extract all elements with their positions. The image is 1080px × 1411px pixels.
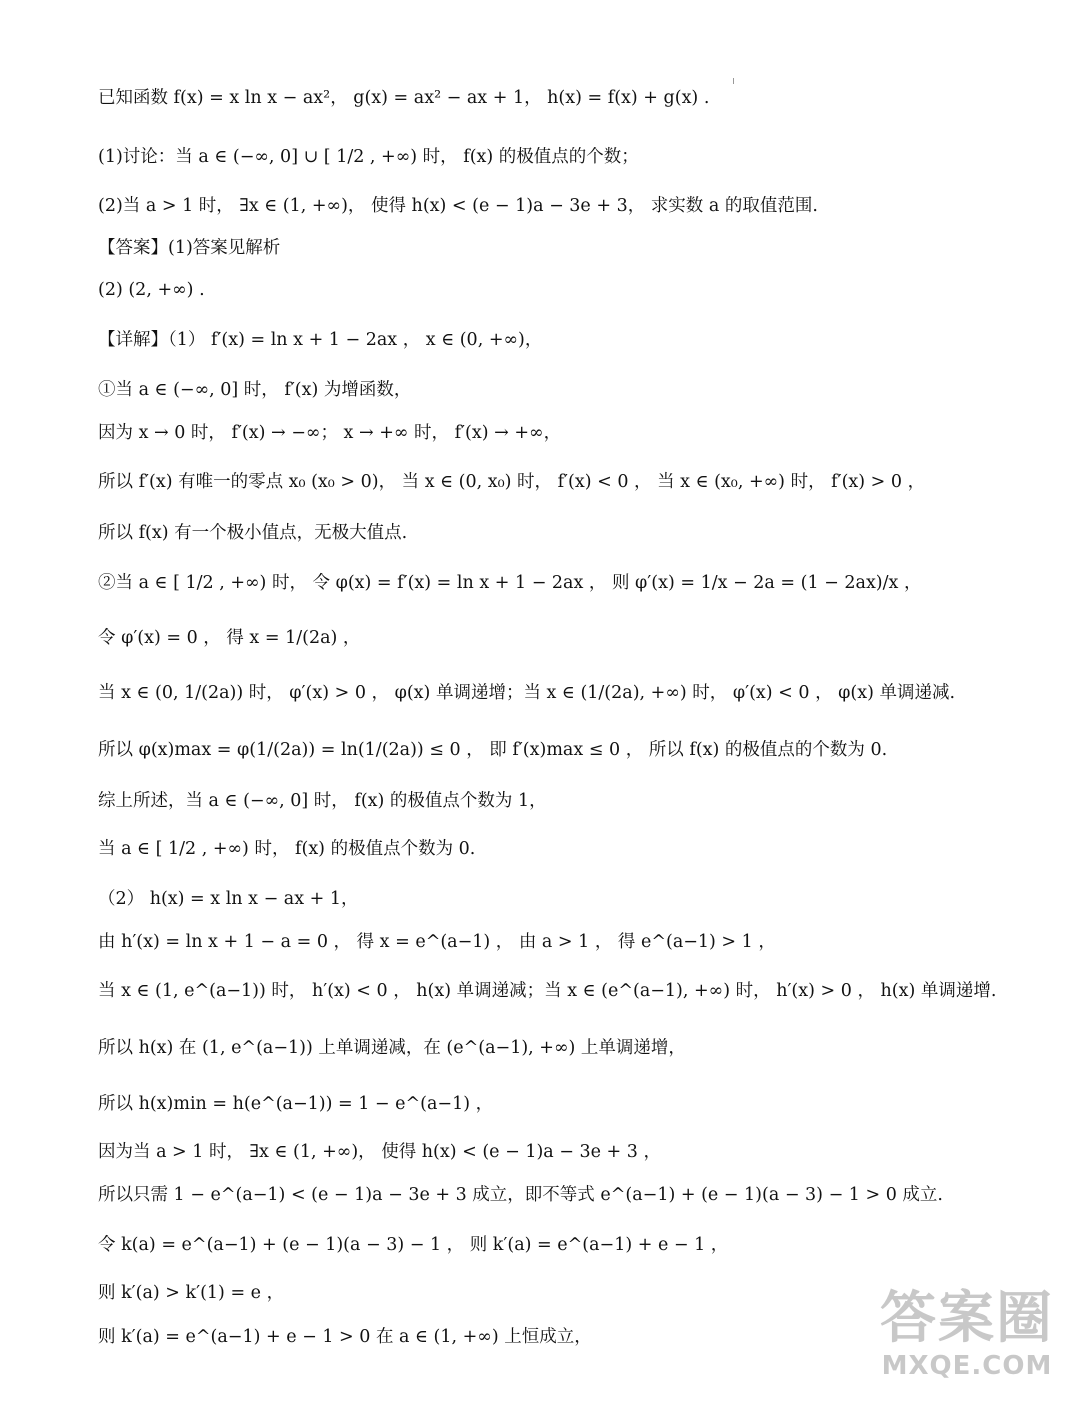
question-1: (1)讨论：当 a ∈ (−∞, 0] ∪ [ 1/2 , +∞) 时， f(x) 的极值点的个数； (98, 147, 639, 167)
solution-line: 则 k′(a) = e^(a−1) + e − 1 > 0 在 a ∈ (1, +∞) 上恒成立， (98, 1327, 592, 1347)
question-2: (2)当 a > 1 时， ∃x ∈ (1, +∞)， 使得 h(x) < (e − 1)a − 3e + 3， 求实数 a 的取值范围. (98, 196, 818, 216)
solution-line: 所以 φ(x)max = φ(1/(2a)) = ln(1/(2a)) ≤ 0 ， 即 f′(x)max ≤ 0 ， 所以 f(x) 的极值点的个数为 0. (98, 740, 888, 760)
solution-line: 则 k′(a) > k′(1) = e ， (98, 1283, 285, 1303)
solution-line: 当 a ∈ [ 1/2 , +∞) 时， f(x) 的极值点个数为 0. (98, 839, 476, 859)
solution-line: 令 k(a) = e^(a−1) + (e − 1)(a − 3) − 1 ， 则 k′(a) = e^(a−1) + e − 1 ， (98, 1235, 729, 1255)
solution-line: 当 x ∈ (0, 1/(2a)) 时， φ′(x) > 0 ， φ(x) 单调递增；当 x ∈ (1/(2a), +∞) 时， φ′(x) < 0 ， φ(x) 单调递减. (98, 683, 956, 703)
watermark-logo (872, 1287, 1062, 1405)
solution-line: 所以 h(x)min = h(e^(a−1)) = 1 − e^(a−1) ， (98, 1094, 494, 1114)
watermark-logo-text: 答案圈 (880, 1286, 1054, 1351)
solution-line: 令 φ′(x) = 0 ， 得 x = 1/(2a) ， (98, 628, 361, 648)
solution-line: 所以 f(x) 有一个极小值点，无极大值点. (98, 523, 408, 543)
solution-line: （2） h(x) = x ln x − ax + 1， (98, 889, 359, 909)
solution-line: 当 x ∈ (1, e^(a−1)) 时， h′(x) < 0 ， h(x) 单调递减；当 x ∈ (e^(a−1), +∞) 时， h′(x) > 0 ， h(x) 单调递增. (98, 981, 997, 1001)
solution-line: 因为 x → 0 时， f′(x) → −∞； x → +∞ 时， f′(x) → +∞， (98, 423, 562, 443)
solution-line: ①当 a ∈ (−∞, 0] 时， f′(x) 为增函数， (98, 380, 412, 400)
page-mark (733, 78, 734, 84)
solution-heading: 【详解】（1） f′(x) = ln x + 1 − 2ax ， x ∈ (0, +∞)， (98, 330, 543, 350)
solution-line: 由 h′(x) = ln x + 1 − a = 0 ， 得 x = e^(a−1) ， 由 a > 1 ， 得 e^(a−1) > 1 ， (98, 932, 776, 952)
solution-line: 综上所述，当 a ∈ (−∞, 0] 时， f(x) 的极值点个数为 1， (98, 791, 547, 811)
answer-heading: 【答案】(1)答案见解析 (98, 238, 281, 258)
solution-line: 所以 h(x) 在 (1, e^(a−1)) 上单调递减，在 (e^(a−1), +∞) 上单调递增， (98, 1038, 686, 1058)
solution-line: 所以只需 1 − e^(a−1) < (e − 1)a − 3e + 3 成立，即不等式 e^(a−1) + (e − 1)(a − 3) − 1 > 0 成立. (98, 1185, 943, 1205)
watermark-site-text: MXQE.COM (881, 1351, 1053, 1381)
problem-statement: 已知函数 f(x) = x ln x − ax²， g(x) = ax² − ax + 1， h(x) = f(x) + g(x) . (98, 88, 710, 108)
solution-line: 所以 f′(x) 有唯一的零点 x₀ (x₀ > 0)， 当 x ∈ (0, x₀) 时， f′(x) < 0 ， 当 x ∈ (x₀, +∞) 时， f′(x) > 0 ， (98, 472, 926, 492)
solution-line: 因为当 a > 1 时， ∃x ∈ (1, +∞)， 使得 h(x) < (e − 1)a − 3e + 3 ， (98, 1142, 661, 1162)
answer-2: (2) (2, +∞) . (98, 280, 205, 300)
solution-line: ②当 a ∈ [ 1/2 , +∞) 时， 令 φ(x) = f′(x) = ln x + 1 − 2ax ， 则 φ′(x) = 1/x − 2a = (1 − 2ax)/x ， (98, 573, 922, 593)
